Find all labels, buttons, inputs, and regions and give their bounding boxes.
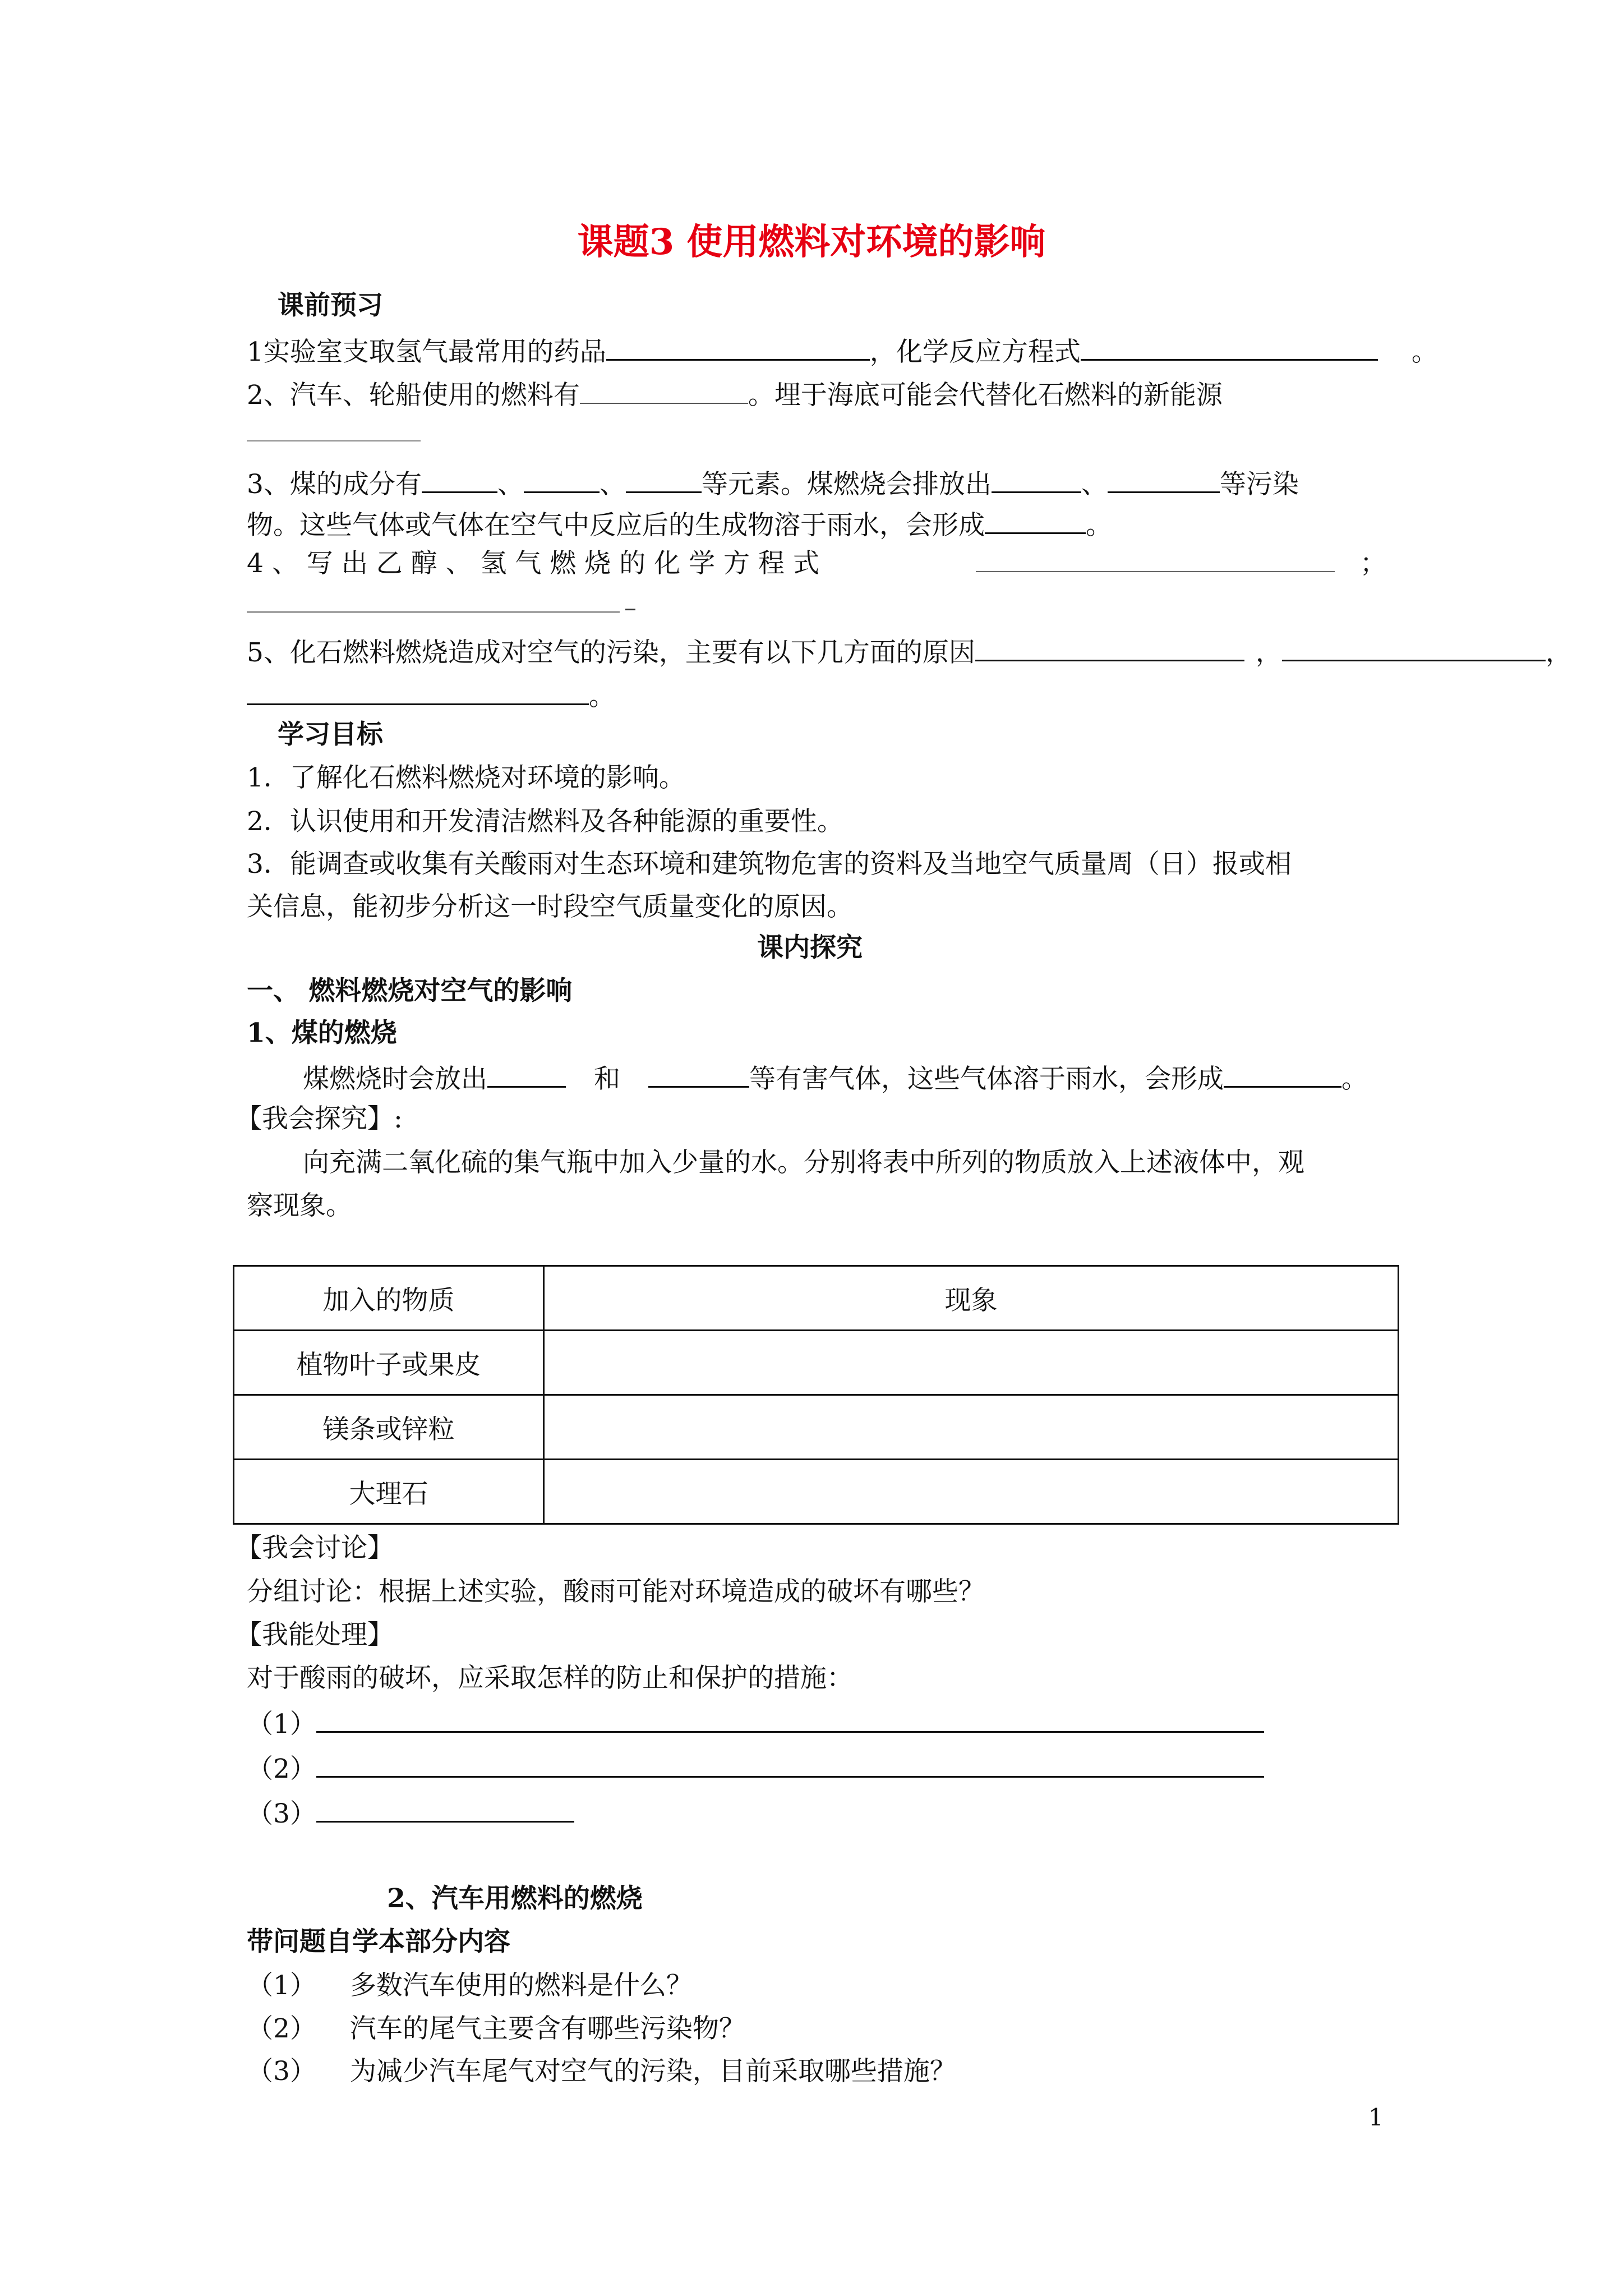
goal-item: 关信息，能初步分析这一时段空气质量变化的原因。 xyxy=(247,891,853,922)
handle-text: 对于酸雨的破坏，应采取怎样的防止和保护的措施： xyxy=(247,1663,853,1694)
question-5-line2: 。 xyxy=(247,678,615,714)
blank[interactable] xyxy=(992,466,1081,493)
blank[interactable] xyxy=(1282,634,1546,661)
column-header: 现象 xyxy=(544,1266,1399,1331)
blank[interactable] xyxy=(487,1060,566,1088)
question-2: 2、汽车、轮船使用的燃料有 。埋于海底可能会代替化石燃料的新能源 xyxy=(247,377,1223,412)
coal-line: 煤燃烧时会放出 和 等有害气体，这些气体溶于雨水，会形成 。 xyxy=(303,1060,1368,1096)
car-heading: 2、汽车用燃料的燃烧 xyxy=(387,1883,643,1914)
substance-cell: 镁条或锌粒 xyxy=(234,1395,544,1460)
section-goals: 学习目标 xyxy=(278,719,383,750)
question-item: （1） 多数汽车使用的燃料是什么？ xyxy=(247,1970,693,2001)
blank[interactable] xyxy=(1081,333,1378,361)
question-4: 4 、 写 出 乙 醇 、 氢 气 燃 烧 的 化 学 方 程 式 xyxy=(247,548,819,579)
table-row xyxy=(234,1331,1399,1395)
explore-text: 向充满二氧化硫的集气瓶中加入少量的水。分别将表中所列的物质放入上述液体中，观 xyxy=(303,1147,1304,1178)
blank[interactable] xyxy=(580,377,748,404)
blank[interactable] xyxy=(975,634,1244,661)
blank[interactable] xyxy=(422,466,497,493)
goal-item: 2．认识使用和开发清洁燃料及各种能源的重要性。 xyxy=(247,806,843,837)
semicolon: ； xyxy=(1360,548,1386,579)
page-number: 1 xyxy=(1368,2104,1384,2131)
question-item: （2） 汽车的尾气主要含有哪些污染物？ xyxy=(247,2013,745,2044)
coal-heading: 1、煤的燃烧 xyxy=(247,1018,397,1048)
blank[interactable] xyxy=(606,333,870,361)
part-heading: 一、 燃料燃烧对空气的影响 xyxy=(247,976,573,1006)
explore-label: 【我会探究】: xyxy=(236,1103,403,1134)
blank[interactable] xyxy=(648,1060,749,1088)
phenomenon-cell[interactable] xyxy=(544,1395,1399,1460)
goal-item: 3．能调查或收集有关酸雨对生态环境和建筑物危害的资料及当地空气质量周（日）报或相 xyxy=(247,849,1292,880)
table-row xyxy=(234,1460,1399,1524)
blank[interactable] xyxy=(316,1750,1264,1778)
goal-item: 1．了解化石燃料燃烧对环境的影响。 xyxy=(247,762,685,793)
phenomenon-cell[interactable] xyxy=(544,1460,1399,1524)
measure-line: （1） xyxy=(247,1705,1264,1741)
selfstudy-heading: 带问题自学本部分内容 xyxy=(247,1926,510,1957)
blank[interactable] xyxy=(976,571,1335,572)
table-row xyxy=(234,1395,1399,1460)
discuss-text: 分组讨论：根据上述实验，酸雨可能对环境造成的破坏有哪些？ xyxy=(247,1576,985,1607)
blank[interactable] xyxy=(247,440,421,441)
handle-label: 【我能处理】 xyxy=(236,1619,394,1650)
column-header: 加入的物质 xyxy=(234,1266,544,1331)
substance-cell: 植物叶子或果皮 xyxy=(234,1331,544,1395)
blank[interactable] xyxy=(524,466,600,493)
blank[interactable] xyxy=(316,1795,574,1823)
blank[interactable] xyxy=(247,678,589,705)
blank[interactable] xyxy=(626,466,702,493)
blank[interactable] xyxy=(247,611,620,613)
page-title: 课题3 使用燃料对环境的影响 xyxy=(577,221,1046,263)
question-item: （3） 为减少汽车尾气对空气的污染，目前采取哪些措施？ xyxy=(247,2056,956,2087)
section-explore: 课内探究 xyxy=(757,932,863,963)
question-1: 1实验室支取氢气最常用的药品 ，化学反应方程式 。 xyxy=(247,333,1438,369)
measure-line: （3） xyxy=(247,1795,574,1831)
explore-text: 察现象。 xyxy=(247,1190,352,1221)
phenomenon-cell[interactable] xyxy=(544,1331,1399,1395)
blank[interactable] xyxy=(1108,466,1220,493)
blank[interactable] xyxy=(316,1705,1264,1733)
question-3-line1: 3、煤的成分有 、 、 等元素。煤燃烧会排放出 、 等污染 xyxy=(247,466,1299,501)
dash-mark xyxy=(625,609,635,610)
section-preview: 课前预习 xyxy=(278,290,383,321)
discuss-label: 【我会讨论】 xyxy=(236,1533,394,1563)
observation-table xyxy=(233,1265,1399,1525)
blank[interactable] xyxy=(985,507,1086,534)
question-5-line1: 5、化石燃料燃烧造成对空气的污染，主要有以下几方面的原因 ， ， xyxy=(247,634,1572,670)
measure-line: （2） xyxy=(247,1750,1264,1786)
substance-cell: 大理石 xyxy=(234,1460,544,1524)
table-header-row xyxy=(234,1266,1399,1331)
question-3-line2: 物。这些气体或气体在空气中反应后的生成物溶于雨水，会形成 。 xyxy=(247,507,1112,542)
blank[interactable] xyxy=(1224,1060,1341,1088)
